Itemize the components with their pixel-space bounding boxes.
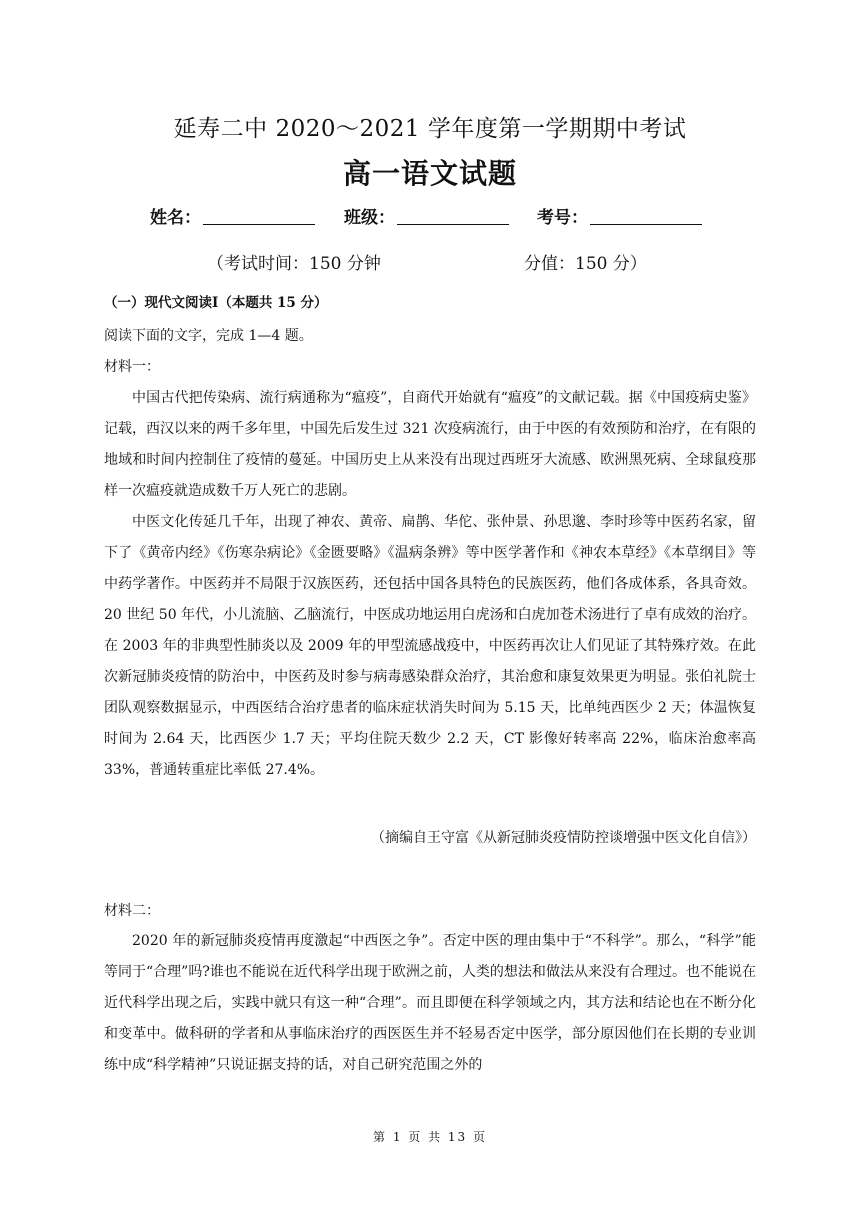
name-blank: [203, 206, 315, 225]
exam-time: （考试时间：150 分钟: [207, 254, 381, 274]
material1-source: （摘编自王守富《从新冠肺炎疫情防控谈增强中医文化自信》）: [371, 830, 756, 846]
material1-paragraph: 中医文化传延几千年，出现了神农、黄帝、扁鹊、华佗、张仲景、孙思邈、李时珍等中医药名家，留下了《黄帝内经》《伤寒杂病论》《金匮要略》《温病条辨》等中医学著作和《神农本草经》《本草纲目》等中药学著作。中医药并不局限于汉族医药，还包括中国各具特色的民族医药，他们各成体系，各具奇效。20 世纪 50 年代，小儿流脑、乙脑流行，中医成功地运用白虎汤和白虎加苍术汤进行了卓有成效的治疗。在 2003 年的非典型性肺炎以及 2009 年的甲型流感战疫中，中医药再次让人们见证了其特殊疗效。在此次新冠肺炎疫情的防治中，中医药及时参与病毒感染群众治疗，其治愈和康复效果更为明显。张伯礼院士团队观察数据显示，中西医结合治疗患者的临床症状消失时间为 5.15 天，比单纯西医少 2 天；体温恢复时间为 2.64 天，比西医少 1.7 天；平均住院天数少 2.2 天，CT 影像好转率高 22%，临床治愈率高 33%，普通转重症比率低 27.4%。: [104, 514, 756, 778]
section-heading: （一）现代文阅读Ⅰ（本题共 15 分）: [104, 295, 328, 311]
material2-paragraph: 2020 年的新冠肺炎疫情再度激起“中西医之争”。否定中医的理由集中于“不科学”。那么，“科学”能等同于“合理”吗?谁也不能说在近代科学出现于欧洲之前，人类的想法和做法从来没有合理过。也不能说在近代科学出现之后，实践中就只有这一种“合理”。而且即便在科学领域之内，其方法和结论也在不断分化和变革中。做科研的学者和从事临床治疗的西医医生并不轻易否定中医学，部分原因他们在长期的专业训练中成“科学精神”只说证据支持的话，对自己研究范围之外的: [104, 933, 756, 1073]
exam-title: 延寿二中 2020～2021 学年度第一学期期中考试: [173, 116, 687, 142]
number-field: [537, 203, 702, 228]
material1-label: 材料一：: [104, 359, 160, 375]
number-blank: [590, 206, 702, 225]
class-field: [344, 203, 509, 228]
class-blank: [397, 206, 509, 225]
material2-label: 材料二：: [104, 903, 160, 919]
name-field: [150, 203, 315, 228]
page-number: 第 1 页 共 13 页: [373, 1130, 487, 1144]
class-label: 班级：: [344, 208, 395, 228]
exam-score: 分值：150 分）: [524, 254, 647, 274]
instruction: 阅读下面的文字，完成 1—4 题。: [104, 328, 313, 344]
material2-block: [104, 926, 756, 1081]
material1-paragraph: 中国古代把传染病、流行病通称为“瘟疫”，自商代开始就有“瘟疫”的文献记载。据《中国疫病史鉴》记载，西汉以来的两千多年里，中国先后发生过 321 次疫病流行，由于中医的有效预防和治疗，在有限的地域和时间内控制住了疫情的蔓延。中国历史上从来没有出现过西班牙大流感、欧洲黑死病、全球鼠疫那样一次瘟疫就造成数千万人死亡的悲剧。: [104, 390, 756, 499]
exam-subtitle: 高一语文试题: [342, 157, 517, 190]
number-label: 考号：: [537, 208, 588, 228]
material1-block: [104, 321, 756, 786]
name-label: 姓名：: [150, 208, 201, 228]
